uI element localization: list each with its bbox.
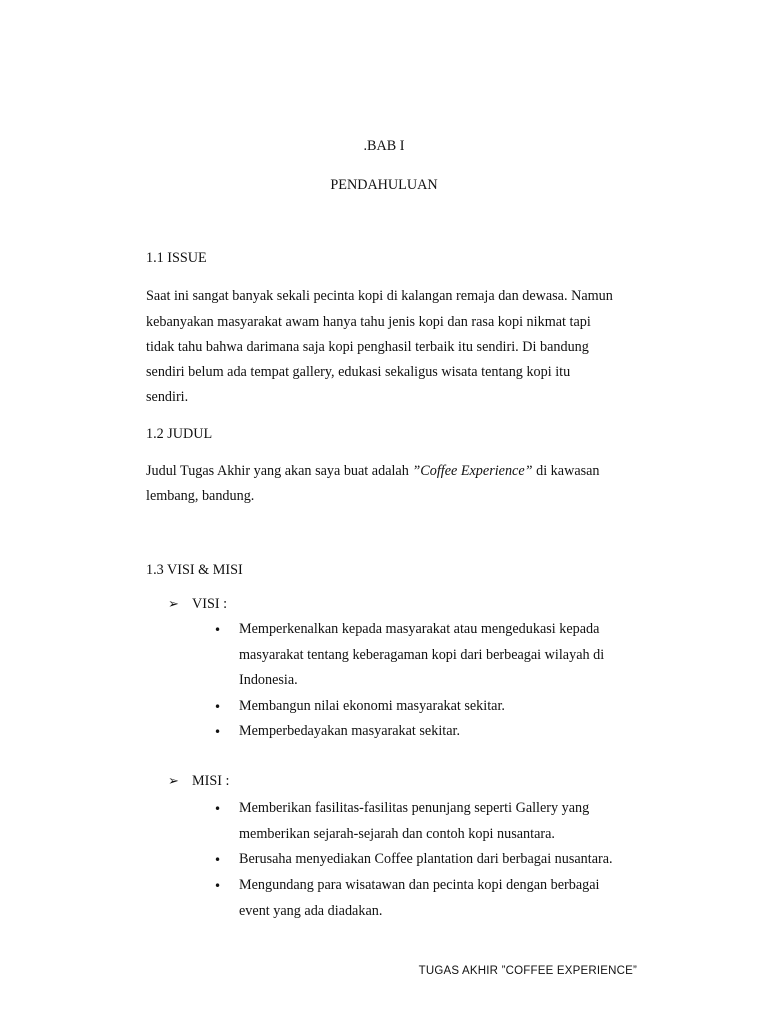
paragraph-line: tidak tahu bahwa darimana saja kopi penghasil terbaik itu sendiri. Di bandung (146, 339, 589, 355)
bullet-icon: • (214, 802, 222, 816)
paragraph-line: kebanyakan masyarakat awam hanya tahu jenis kopi dan rasa kopi nikmat tapi (146, 314, 591, 330)
misi-item-line: memberikan sejarah-sejarah dan contoh kopi nusantara. (239, 826, 555, 842)
judul-text-after: di kawasan (532, 463, 600, 479)
paragraph-line: sendiri belum ada tempat gallery, edukasi sekaligus wisata tentang kopi itu (146, 364, 571, 380)
bullet-icon: • (214, 725, 222, 739)
section-heading-visi-misi: 1.3 VISI & MISI (146, 562, 243, 578)
bullet-icon: • (214, 853, 222, 867)
chapter-number: .BAB I (363, 138, 405, 154)
bullet-icon: • (214, 623, 222, 637)
chapter-title: PENDAHULUAN (330, 177, 438, 193)
visi-item-line: Memperbedayakan masyarakat sekitar. (239, 723, 460, 739)
arrow-bullet-icon: ➢ (168, 774, 179, 789)
misi-item-line: Memberikan fasilitas-fasilitas penunjang seperti Gallery yang (239, 800, 590, 816)
judul-line (146, 463, 600, 480)
judul-line-2: lembang, bandung. (146, 488, 255, 504)
misi-item-line: event yang ada diadakan. (239, 903, 383, 919)
page-footer: TUGAS AKHIR ”COFFEE EXPERIENCE” (418, 965, 637, 977)
paragraph-line: sendiri. (146, 389, 189, 405)
arrow-bullet-icon: ➢ (168, 597, 179, 612)
visi-item-line: Indonesia. (239, 672, 298, 688)
bullet-icon: • (214, 879, 222, 893)
misi-item-line: Berusaha menyediakan Coffee plantation dari berbagai nusantara. (239, 851, 613, 867)
misi-label: MISI : (192, 773, 230, 789)
visi-label: VISI : (192, 596, 228, 612)
section-heading-judul: 1.2 JUDUL (146, 426, 213, 442)
bullet-icon: • (214, 700, 222, 714)
paragraph-line: Saat ini sangat banyak sekali pecinta kopi di kalangan remaja dan dewasa. Namun (146, 288, 613, 304)
misi-item-line: Mengundang para wisatawan dan pecinta kopi dengan berbagai (239, 877, 600, 893)
visi-item-line: Membangun nilai ekonomi masyarakat sekitar. (239, 698, 505, 714)
project-title: ”Coffee Experience” (412, 463, 533, 479)
visi-item-line: Memperkenalkan kepada masyarakat atau mengedukasi kepada (239, 621, 600, 637)
judul-text-before: Judul Tugas Akhir yang akan saya buat adalah (146, 463, 413, 479)
visi-item-line: masyarakat tentang keberagaman kopi dari berbeagai wilayah di (239, 647, 605, 663)
section-heading-issue: 1.1 ISSUE (146, 250, 207, 266)
